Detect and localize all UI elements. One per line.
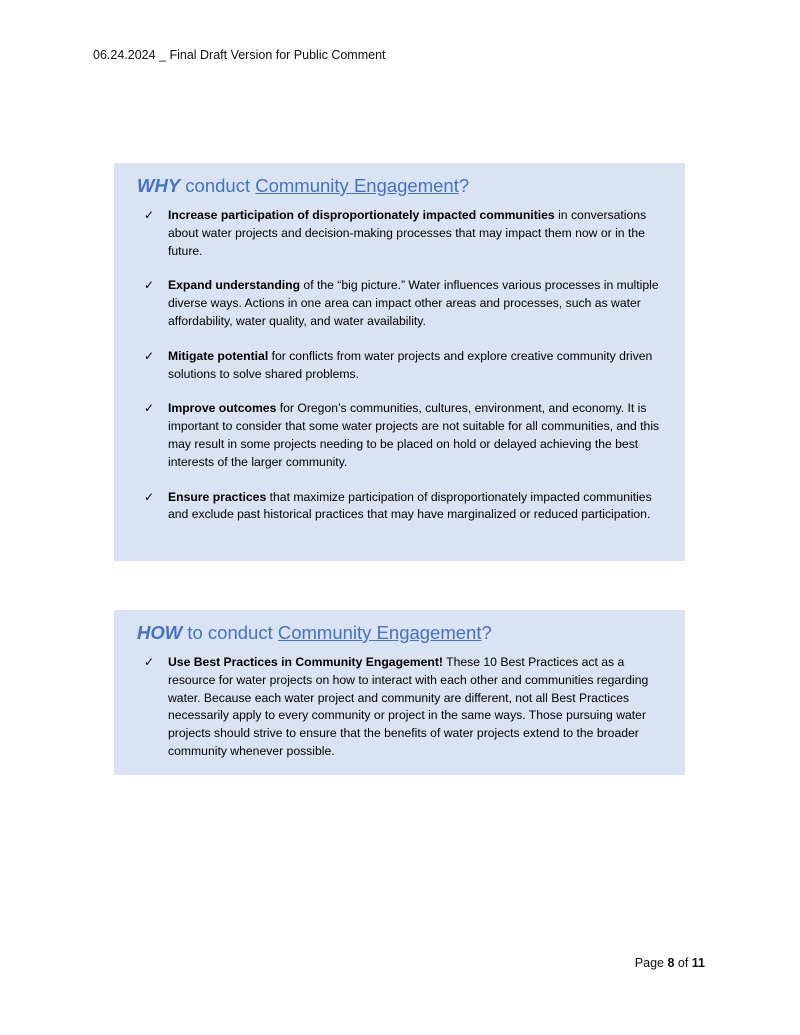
total-pages: 11 [691,956,705,970]
item-text: that maximize participation of disproportionately impacted communities and exclude past historical practices that may have marginalized or reduced participation. [168,489,652,522]
why-title-keyword: WHY [137,175,181,196]
item-text: in conversations about water projects and decision-making processes that may impact them now or in the future. [168,208,647,258]
how-title-end: ? [481,622,492,643]
list-item [137,348,661,384]
why-title [137,175,661,197]
item-text: of the “big picture.” Water influences various processes in multiple diverse ways. Actions in one area can impact other areas and processes, such as water affordability, water quality, and water availability. [168,278,659,328]
list-item [137,489,661,525]
current-page: 8 [667,956,675,970]
how-title-keyword: HOW [137,622,183,643]
check-icon: ✓ [144,278,155,293]
how-title-link[interactable]: Community Engagement [277,622,482,643]
check-icon: ✓ [144,401,155,416]
item-lead: Increase participation of disproportionately impacted communities [168,208,555,222]
item-lead: Ensure practices [168,489,267,504]
why-title-link[interactable]: Community Engagement [255,175,459,196]
page-number [635,956,705,970]
check-icon: ✓ [144,655,155,669]
list-item [137,400,661,471]
check-icon: ✓ [144,348,155,363]
check-icon: ✓ [144,489,155,504]
check-icon: ✓ [144,208,155,222]
page-prefix: Page [634,956,668,970]
why-title-mid: conduct [180,175,256,196]
item-text: for Oregon’s communities, cultures, environment, and economy. It is important to consider that some water projects are not suitable for all communities, and this may result in some projects needing to be placed on hold or delayed achieving the best interests of the larger community. [168,401,660,469]
how-title-mid: to conduct [182,622,278,643]
item-lead: Use Best Practices in Community Engagement! [168,655,443,669]
list-item [137,277,661,330]
how-box [114,610,685,775]
item-text: for conflicts from water projects and explore creative community driven solutions to solve shared problems. [168,348,653,381]
list-item [137,654,661,761]
how-title [137,622,661,644]
item-lead: Improve outcomes [168,401,277,416]
why-title-end: ? [458,175,470,196]
item-lead: Expand understanding [168,278,301,293]
item-text: These 10 Best Practices act as a resource for water projects on how to interact with each other and communities regarding water. Because each water project and community are different, not all Best Practices necessarily apply to every community or project in the same ways. Those pursuing water projects should strive to ensure that the benefits of water projects extend to the broader community whenever possible. [168,655,649,758]
page-header: 06.24.2024 _ Final Draft Version for Public Comment [93,48,386,62]
list-item [137,207,661,260]
why-box [114,163,685,561]
item-lead: Mitigate potential [168,348,269,363]
page-of: of [674,956,692,970]
